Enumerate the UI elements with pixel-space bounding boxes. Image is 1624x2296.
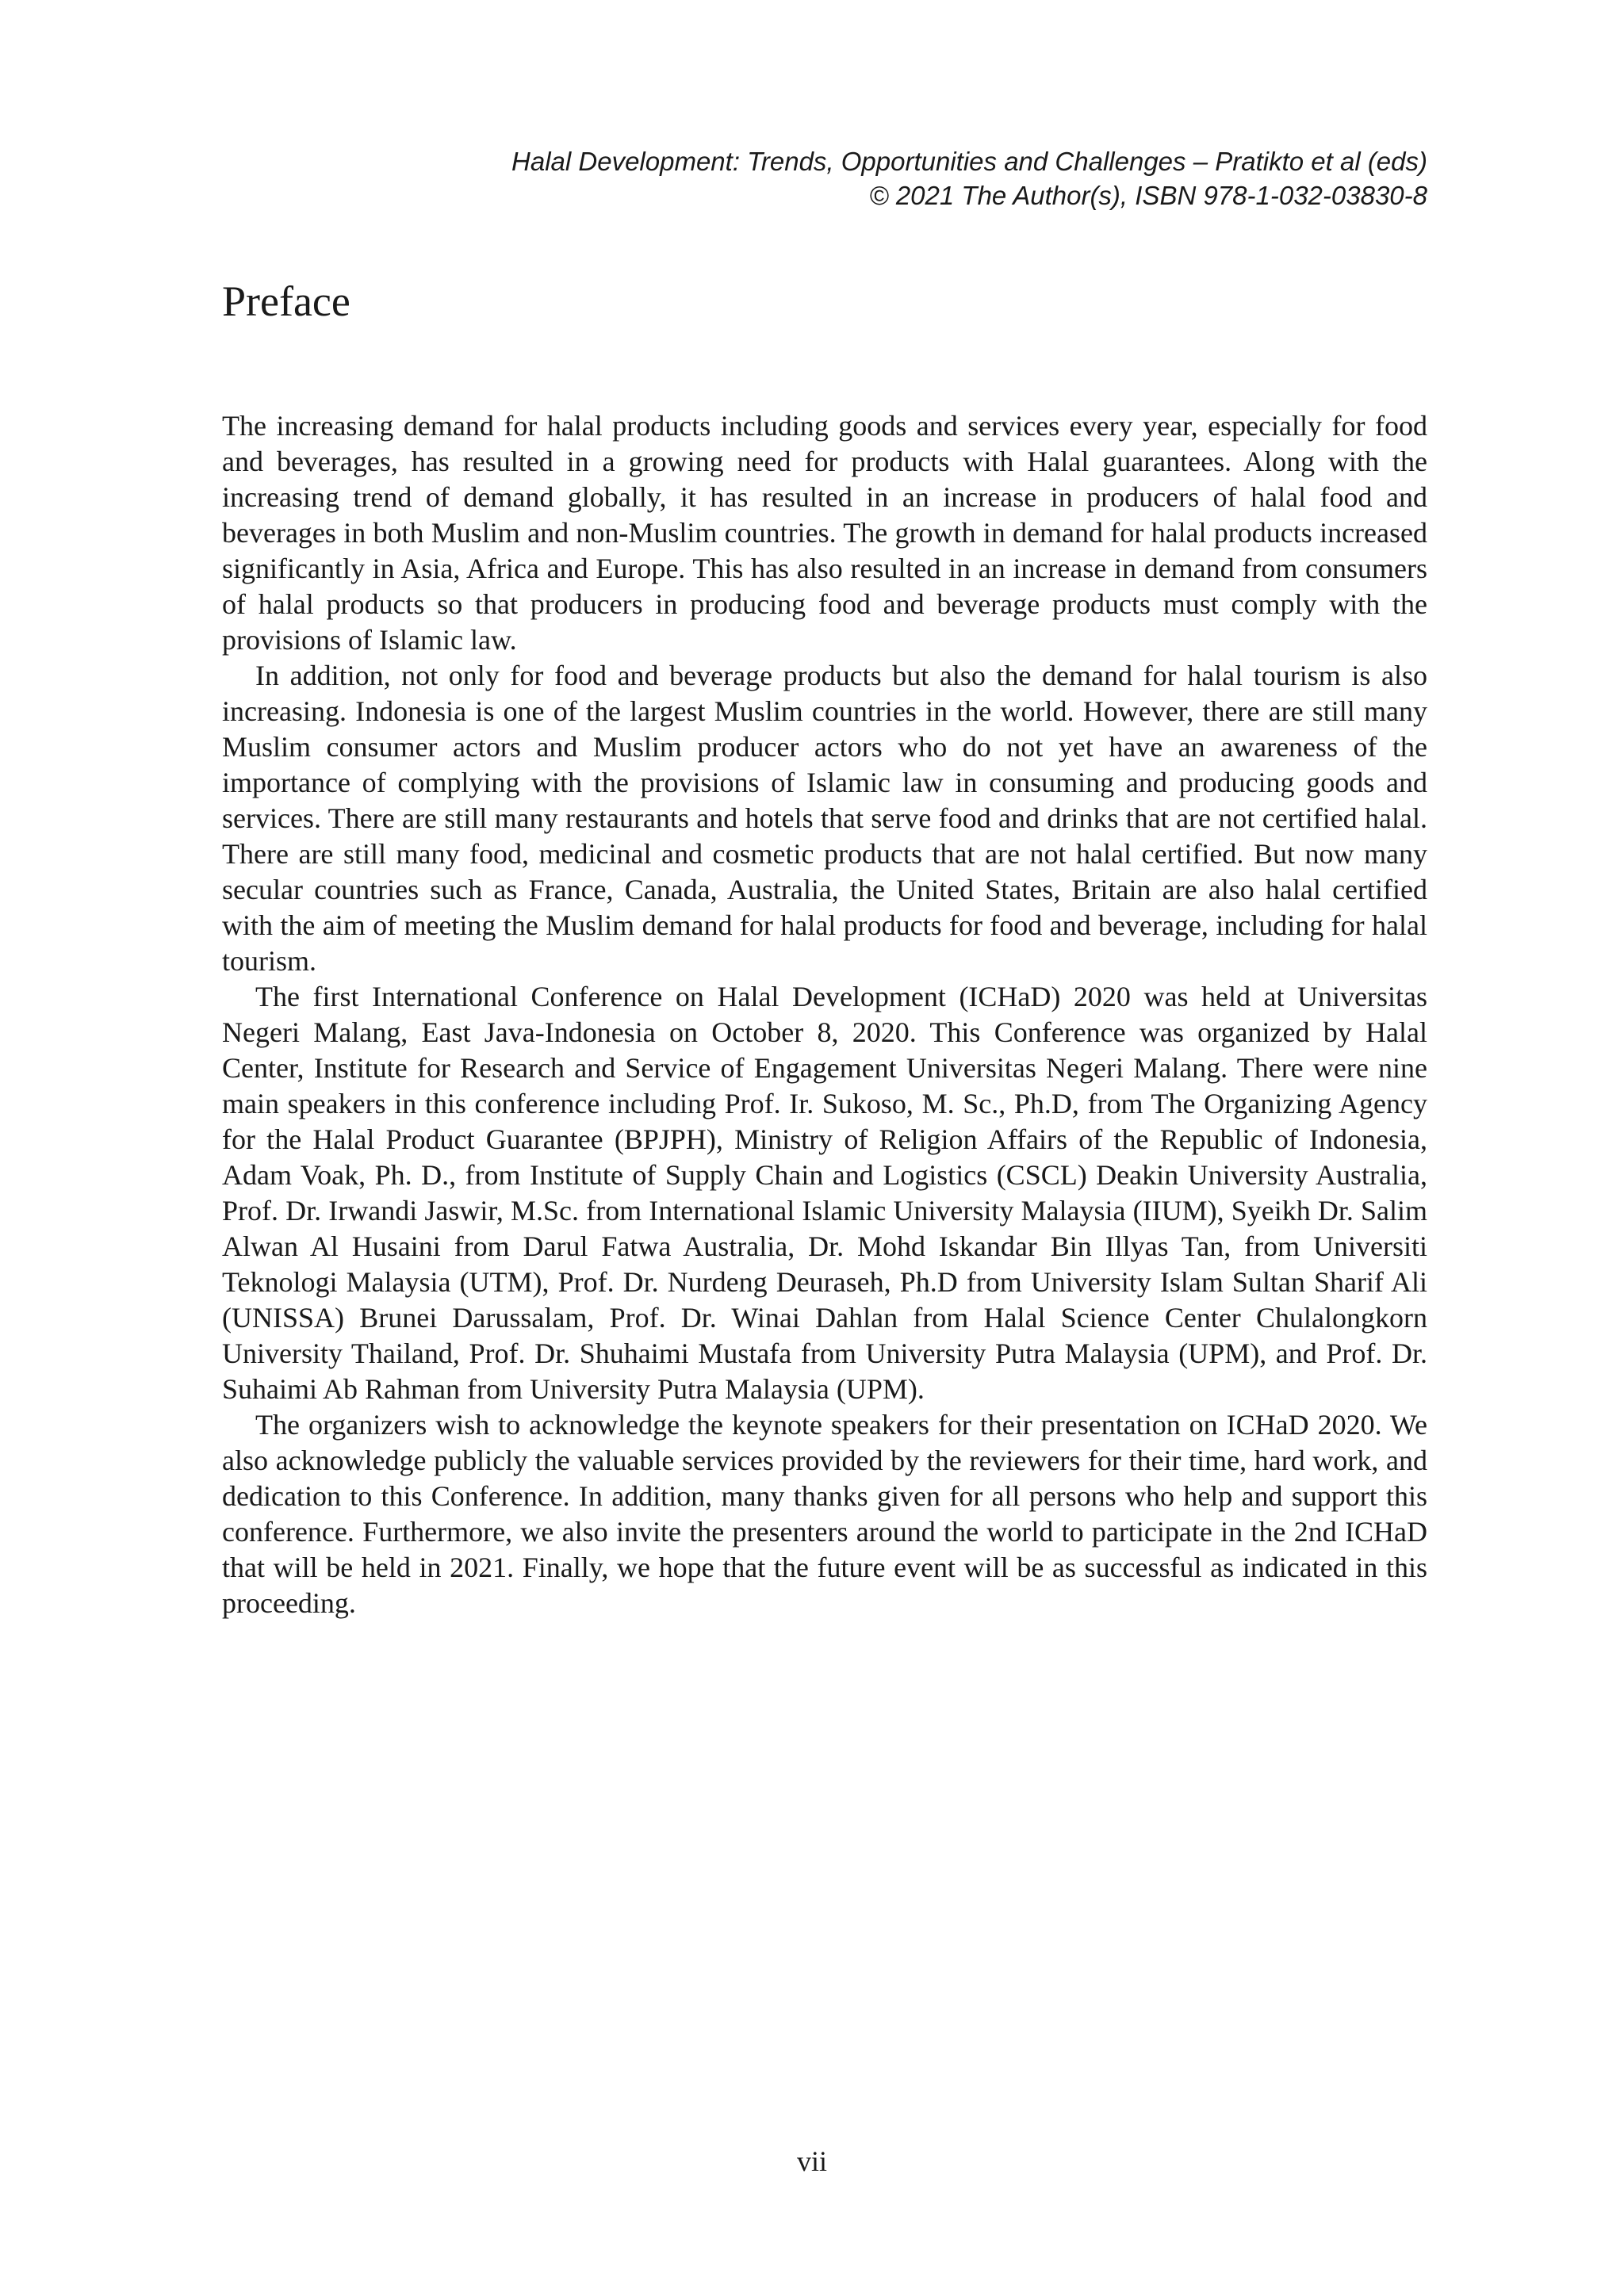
paragraph-2: In addition, not only for food and beverage products but also the demand for halal tourism is also increasing. Indonesia is one of the largest Muslim countries in the world. However, there are still many Muslim consumer actors and Muslim producer actors who do not yet have an awareness of the importance of complying with the provisions of Islamic law in consuming and producing goods and services. There are still many restaurants and hotels that serve food and drinks that are not certified halal. There are still many food, medicinal and cosmetic products that are not halal certified. But now many secular countries such as France, Canada, Australia, the United States, Britain are also halal certified with the aim of meeting the Muslim demand for halal products for food and beverage, including for halal tourism. [222, 660, 1427, 977]
page-title: Preface [222, 277, 350, 325]
preface-body [222, 408, 1427, 1621]
paragraph-1: The increasing demand for halal products including goods and services every year, especially for food and beverages, has resulted in a growing need for products with Halal guarantees. Along with the increasing trend of demand globally, it has resulted in an increase in producers of halal food and beverages in both Muslim and non-Muslim countries. The growth in demand for halal products increased significantly in Asia, Africa and Europe. This has also resulted in an increase in demand from consumers of halal products so that producers in producing food and beverage products must comply with the provisions of Islamic law. [222, 410, 1427, 656]
running-head-book-title: Halal Development: Trends, Opportunities and Challenges – Pratikto et al (eds) [511, 147, 1427, 176]
running-head-copyright: © 2021 The Author(s), ISBN 978-1-032-03830-8 [869, 181, 1427, 210]
running-head [222, 144, 1427, 212]
paragraph-3: The first International Conference on Halal Development (ICHaD) 2020 was held at Universitas Negeri Malang, East Java-Indonesia on October 8, 2020. This Conference was organized by Halal Center, Institute for Research and Service of Engagement Universitas Negeri Malang. There were nine main speakers in this conference including Prof. Ir. Sukoso, M. Sc., Ph.D, from The Organizing Agency for the Halal Product Guarantee (BPJPH), Ministry of Religion Affairs of the Republic of Indonesia, Adam Voak, Ph. D., from Institute of Supply Chain and Logistics (CSCL) Deakin University Australia, Prof. Dr. Irwandi Jaswir, M.Sc. from International Islamic University Malaysia (IIUM), Syeikh Dr. Salim Alwan Al Husaini from Darul Fatwa Australia, Dr. Mohd Iskandar Bin Illyas Tan, from Universiti Teknologi Malaysia (UTM), Prof. Dr. Nurdeng Deuraseh, Ph.D from University Islam Sultan Sharif Ali (UNISSA) Brunei Darussalam, Prof. Dr. Winai Dahlan from Halal Science Center Chulalongkorn University Thailand, Prof. Dr. Shuhaimi Mustafa from University Putra Malaysia (UPM), and Prof. Dr. Suhaimi Ab Rahman from University Putra Malaysia (UPM). [222, 981, 1427, 1405]
page-number: vii [796, 2145, 827, 2177]
paragraph-4: The organizers wish to acknowledge the keynote speakers for their presentation on ICHaD 2020. We also acknowledge publicly the valuable services provided by the reviewers for their time, hard work, and dedication to this Conference. In addition, many thanks given for all persons who help and support this conference. Furthermore, we also invite the presenters around the world to participate in the 2nd ICHaD that will be held in 2021. Finally, we hope that the future event will be as successful as indicated in this proceeding. [222, 1409, 1427, 1619]
